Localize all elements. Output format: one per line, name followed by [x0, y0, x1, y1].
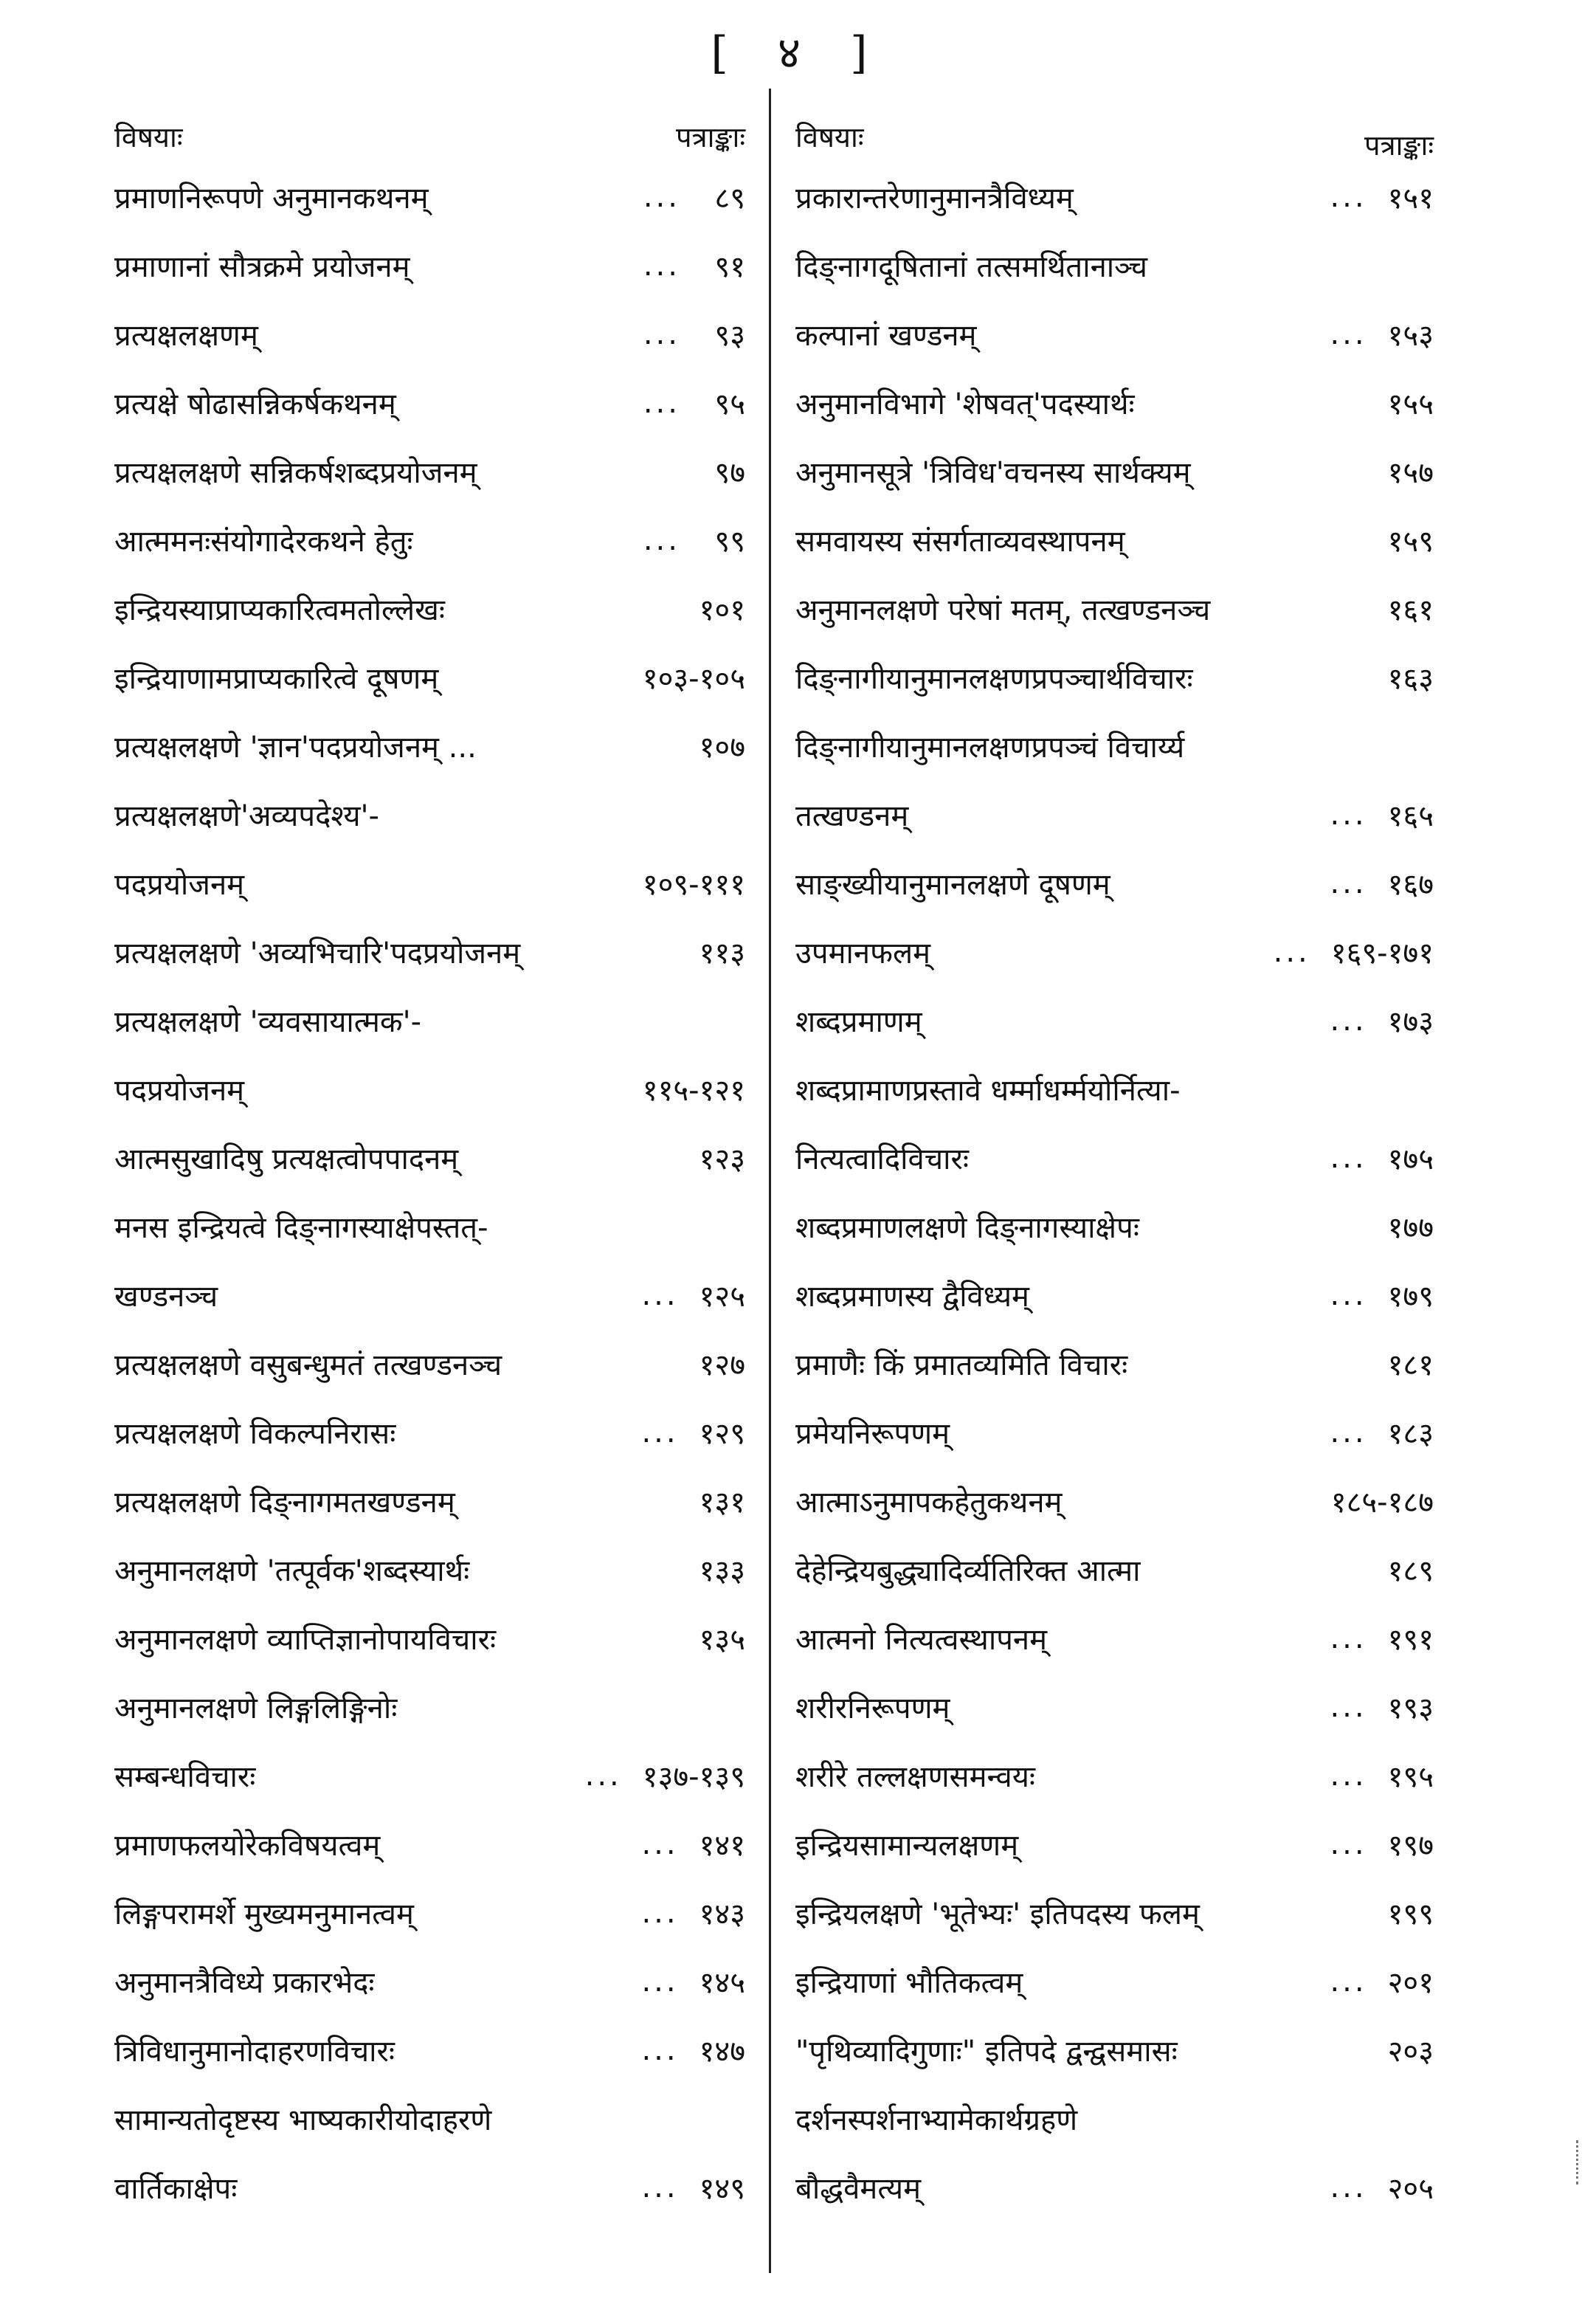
margin-mark	[1576, 2140, 1583, 2184]
entry-page-number: १५५	[1387, 387, 1434, 421]
toc-entry	[795, 1878, 1434, 1947]
page-number: [ ४ ]	[711, 27, 885, 79]
entry-title: इन्द्रियाणामप्राप्यकारित्वे दूषणम्	[114, 662, 439, 696]
entry-page-number: १४५	[699, 1966, 745, 2000]
entry-page-number: १२९	[699, 1417, 745, 1451]
entry-title: प्रत्यक्षलक्षणे सन्निकर्षशब्दप्रयोजनम्	[114, 456, 477, 490]
leader-dots: ...	[1273, 934, 1310, 969]
toc-entry	[114, 300, 745, 368]
toc-entry	[114, 1055, 745, 1123]
toc-entry	[795, 2084, 1434, 2153]
entry-page-number: १५१	[1387, 182, 1434, 215]
toc-entry	[114, 162, 745, 231]
entry-title: इन्द्रियाणां भौतिकत्वम्	[795, 1966, 1023, 2000]
entry-title: अनुमानसूत्रे 'त्रिविध'वचनस्य सार्थक्यम्	[795, 456, 1191, 490]
toc-entry	[795, 231, 1434, 300]
entry-title: अनुमानत्रैविध्ये प्रकारभेदः	[114, 1966, 375, 2000]
toc-entry	[114, 1672, 745, 1741]
leader-dots: ...	[1330, 1415, 1367, 1449]
toc-entry	[114, 231, 745, 300]
entry-title: समवायस्य संसर्गताव्यवस्थापनम्	[795, 525, 1125, 559]
entry-title: इन्द्रियस्याप्राप्यकारित्वमतोल्लेखः	[114, 593, 445, 627]
entry-page-number: १७९	[1387, 1280, 1434, 1314]
entry-page-number: १६५	[1387, 799, 1434, 833]
toc-entry	[114, 1878, 745, 1947]
toc-entry	[114, 643, 745, 711]
leader-dots: ...	[1330, 1621, 1367, 1655]
entry-page-number: १३३	[699, 1554, 745, 1588]
entry-page-number: १३७-१३९	[642, 1760, 745, 1794]
column-divider	[769, 89, 771, 2273]
toc-entry	[795, 1123, 1434, 1192]
toc-entry	[795, 986, 1434, 1055]
toc-entry	[114, 986, 745, 1055]
entry-page-number: १४१	[699, 1829, 745, 1863]
entry-page-number: ११३	[699, 937, 745, 970]
toc-entry	[795, 1261, 1434, 1329]
toc-entry	[114, 849, 745, 917]
entry-title: दिङ्नागीयानुमानलक्षणप्रपञ्चं विचार्य्य	[795, 731, 1185, 765]
entry-title: कल्पानां खण्डनम्	[795, 319, 977, 353]
entry-page-number: १४७	[699, 2035, 745, 2069]
entry-title: प्रत्यक्षलक्षणम्	[114, 319, 258, 353]
toc-entry	[795, 2153, 1434, 2221]
entry-title: देहेन्द्रियबुद्ध्यादिर्व्यतिरिक्त आत्मा	[795, 1554, 1141, 1588]
toc-column-right	[795, 111, 1434, 2221]
entry-title: अनुमानविभागे 'शेषवत्'पदस्यार्थः	[795, 387, 1135, 421]
leader-dots: ...	[1330, 317, 1367, 351]
entry-page-number: १९५	[1387, 1760, 1434, 1794]
entry-title: अनुमानलक्षणे लिङ्गलिङ्गिनोः	[114, 1692, 398, 1725]
toc-entry	[114, 506, 745, 574]
entry-title: वार्तिकाक्षेपः	[114, 2172, 238, 2206]
toc-entry	[795, 437, 1434, 506]
entry-page-number: १५९	[1387, 525, 1434, 559]
toc-entry	[114, 1604, 745, 1672]
entry-page-number: १०३-१०५	[642, 662, 745, 696]
entry-title: शरीरनिरूपणम्	[795, 1692, 950, 1725]
entry-page-number: १०७	[699, 731, 745, 765]
leader-dots: ...	[641, 1895, 679, 1930]
entry-title: शब्दप्रमाणस्य द्वैविध्यम्	[795, 1280, 1029, 1314]
entry-page-number: १०९-१११	[642, 868, 745, 902]
leader-dots: ...	[1330, 1758, 1367, 1793]
leader-dots: ...	[1330, 866, 1367, 900]
entry-title: लिङ्गपरामर्शे मुख्यमनुमानत्वम्	[114, 1897, 414, 1931]
entry-title: प्रत्यक्षलक्षणे 'ज्ञान'पदप्रयोजनम् ...	[114, 731, 477, 765]
page-heading: पत्राङ्काः	[1364, 129, 1434, 162]
entry-page-number: १४९	[699, 2172, 745, 2206]
leader-dots: ...	[1330, 797, 1367, 832]
entry-page-number: १२७	[699, 1348, 745, 1382]
entry-page-number: १८३	[1387, 1417, 1434, 1451]
entry-title: प्रत्यक्षलक्षणे 'अव्यभिचारि'पदप्रयोजनम्	[114, 937, 521, 970]
toc-entry	[114, 2084, 745, 2153]
entry-page-number: १०१	[699, 593, 745, 627]
entry-title: आत्मनो नित्यत्वस्थापनम्	[795, 1623, 1048, 1657]
leader-dots: ...	[643, 248, 680, 283]
entry-title: बौद्धवैमत्यम्	[795, 2172, 922, 2206]
entry-page-number: ९७	[714, 456, 745, 490]
entry-title: त्रिविधानुमानोदाहरणविचारः	[114, 2035, 395, 2069]
subject-heading: विषयाः	[114, 121, 183, 154]
entry-title: "पृथिव्यादिगुणाः" इतिपदे द्वन्द्वसमासः	[795, 2035, 1178, 2069]
entry-title: खण्डनञ्च	[114, 1280, 218, 1314]
toc-entry	[795, 1466, 1434, 1535]
entry-title: दिङ्नागीयानुमानलक्षणप्रपञ्चार्थविचारः	[795, 662, 1193, 696]
entry-page-number: ९३	[714, 319, 745, 353]
toc-entry	[114, 711, 745, 780]
entry-page-number: २०३	[1387, 2035, 1434, 2069]
entry-page-number: २०५	[1387, 2172, 1434, 2206]
toc-entry	[795, 1192, 1434, 1261]
entry-page-number: १२३	[699, 1142, 745, 1176]
entry-page-number: १८१	[1387, 1348, 1434, 1382]
leader-dots: ...	[1330, 1964, 1367, 1999]
toc-entry	[795, 1810, 1434, 1878]
column-header	[795, 111, 1434, 162]
entry-title: शब्दप्रमाणलक्षणे दिङ्नागस्याक्षेपः	[795, 1211, 1139, 1245]
entry-page-number: ८९	[714, 182, 745, 215]
entry-page-number: १७५	[1387, 1142, 1434, 1176]
entry-page-number: १५३	[1387, 319, 1434, 353]
entry-page-number: १६१	[1387, 593, 1434, 627]
entry-title: आत्मसुखादिषु प्रत्यक्षत्वोपपादनम्	[114, 1142, 459, 1176]
entry-page-number: १९१	[1387, 1623, 1434, 1657]
entry-title: मनस इन्द्रियत्वे दिङ्नागस्याक्षेपस्तत्-	[114, 1211, 488, 1245]
toc-entry	[795, 1398, 1434, 1466]
entry-title: शब्दप्रामाणप्रस्तावे धर्म्माधर्म्मयोर्नित्या-	[795, 1074, 1181, 1108]
entry-title: इन्द्रियसामान्यलक्षणम्	[795, 1829, 1019, 1863]
toc-entry	[114, 437, 745, 506]
entry-title: प्रमाणैः किं प्रमातव्यमिति विचारः	[795, 1348, 1128, 1382]
entry-title: पदप्रयोजनम्	[114, 1074, 245, 1108]
leader-dots: ...	[643, 523, 680, 557]
toc-entry	[114, 917, 745, 986]
toc-entry	[114, 1535, 745, 1604]
entry-page-number: १२५	[699, 1280, 745, 1314]
leader-dots: ...	[641, 1827, 679, 1861]
entry-page-number: १७३	[1387, 1005, 1434, 1039]
entry-title: नित्यत्वादिविचारः	[795, 1142, 969, 1176]
leader-dots: ...	[1330, 1689, 1367, 1724]
entry-title: अनुमानलक्षणे परेषां मतम्, तत्खण्डनञ्च	[795, 593, 1211, 627]
subject-heading: विषयाः	[795, 121, 864, 154]
entry-page-number: २०१	[1387, 1966, 1434, 2000]
entry-title: इन्द्रियलक्षणे 'भूतेभ्यः' इतिपदस्य फलम्	[795, 1897, 1200, 1931]
leader-dots: ...	[641, 2170, 679, 2204]
toc-entry	[114, 1329, 745, 1398]
entry-page-number: १७७	[1387, 1211, 1434, 1245]
entry-page-number: १३१	[699, 1486, 745, 1520]
column-header	[114, 111, 745, 162]
toc-entry	[795, 162, 1434, 231]
toc-entry	[795, 368, 1434, 437]
leader-dots: ...	[643, 317, 680, 351]
leader-dots: ...	[643, 385, 680, 420]
entry-title: प्रत्यक्षलक्षणे वसुबन्धुमतं तत्खण्डनञ्च	[114, 1348, 502, 1382]
entry-title: उपमानफलम्	[795, 937, 930, 970]
leader-dots: ...	[1330, 1277, 1367, 1312]
leader-dots: ...	[1330, 1140, 1367, 1175]
entry-title: साङ्ख्यीयानुमानलक्षणे दूषणम्	[795, 868, 1110, 902]
entry-title: प्रमाणफलयोरेकविषयत्वम्	[114, 1829, 381, 1863]
entry-page-number: १९९	[1387, 1897, 1434, 1931]
entry-title: प्रत्यक्षलक्षणे 'व्यवसायात्मक'-	[114, 1005, 422, 1039]
toc-entry	[795, 300, 1434, 368]
entry-title: शरीरे तल्लक्षणसमन्वयः	[795, 1760, 1035, 1794]
toc-entry	[114, 1810, 745, 1878]
leader-dots: ...	[1330, 1827, 1367, 1861]
toc-entry	[795, 1055, 1434, 1123]
entry-title: प्रत्यक्षे षोढासन्निकर्षकथनम्	[114, 387, 396, 421]
toc-entry	[114, 2153, 745, 2221]
toc-entry	[795, 780, 1434, 849]
toc-entry	[114, 1192, 745, 1261]
toc-entry	[114, 1741, 745, 1810]
entry-page-number: ९९	[714, 525, 745, 559]
entry-title: आत्माऽनुमापकहेतुकथनम्	[795, 1486, 1063, 1520]
entry-title: दिङ्नागदूषितानां तत्समर्थितानाञ्च	[795, 250, 1148, 284]
toc-entry	[114, 1123, 745, 1192]
entry-title: प्रत्यक्षलक्षणे'अव्यपदेश्य'-	[114, 799, 379, 833]
toc-entry	[795, 1741, 1434, 1810]
toc-entry	[795, 1947, 1434, 2015]
entry-title: प्रत्यक्षलक्षणे विकल्पनिरासः	[114, 1417, 396, 1451]
toc-entry	[114, 574, 745, 643]
toc-entry	[795, 643, 1434, 711]
toc-entry	[795, 849, 1434, 917]
leader-dots: ...	[1330, 179, 1367, 214]
toc-entry	[795, 2015, 1434, 2084]
leader-dots: ...	[643, 179, 680, 214]
toc-entry	[114, 780, 745, 849]
entry-title: शब्दप्रमाणम्	[795, 1005, 922, 1039]
entry-title: दर्शनस्पर्शनाभ्यामेकार्थग्रहणे	[795, 2103, 1078, 2137]
entry-page-number: ९१	[714, 250, 745, 284]
entry-page-number: १८५-१८७	[1330, 1486, 1434, 1520]
entry-title: अनुमानलक्षणे 'तत्पूर्वक'शब्दस्यार्थः	[114, 1554, 470, 1588]
toc-entry	[795, 711, 1434, 780]
leader-dots: ...	[1330, 1003, 1367, 1038]
toc-entry	[114, 1466, 745, 1535]
toc-entry	[795, 506, 1434, 574]
entry-title: प्रत्यक्षलक्षणे दिङ्नागमतखण्डनम्	[114, 1486, 455, 1520]
leader-dots: ...	[1330, 2170, 1367, 2204]
toc-column-left	[114, 111, 745, 2221]
toc-entry	[795, 1535, 1434, 1604]
entry-page-number: १३५	[699, 1623, 745, 1657]
entry-page-number: १६९-१७१	[1330, 937, 1434, 970]
entry-title: पदप्रयोजनम्	[114, 868, 245, 902]
entry-title: प्रकारान्तरेणानुमानत्रैविध्यम्	[795, 182, 1074, 215]
leader-dots: ...	[641, 1415, 679, 1449]
entry-title: अनुमानलक्षणे व्याप्तिज्ञानोपायविचारः	[114, 1623, 497, 1657]
entry-page-number: १९७	[1387, 1829, 1434, 1863]
toc-entry	[114, 1947, 745, 2015]
toc-entry	[795, 1672, 1434, 1741]
entry-title: सम्बन्धविचारः	[114, 1760, 256, 1794]
entry-page-number: १८९	[1387, 1554, 1434, 1588]
leader-dots: ...	[641, 2032, 679, 2067]
entry-title: प्रमेयनिरूपणम्	[795, 1417, 950, 1451]
entry-page-number: १९३	[1387, 1692, 1434, 1725]
toc-entry	[114, 1398, 745, 1466]
toc-entry	[114, 368, 745, 437]
entry-title: तत्खण्डनम्	[795, 799, 909, 833]
toc-entry	[795, 917, 1434, 986]
entry-page-number: ११५-१२१	[642, 1074, 745, 1108]
entry-page-number: १४३	[699, 1897, 745, 1931]
toc-entry	[795, 1604, 1434, 1672]
toc-entry	[114, 2015, 745, 2084]
entry-page-number: १६७	[1387, 868, 1434, 902]
entry-page-number: १५७	[1387, 456, 1434, 490]
entry-title: सामान्यतोदृष्टस्य भाष्यकारीयोदाहरणे	[114, 2103, 492, 2137]
leader-dots: ...	[641, 1277, 679, 1312]
toc-entry	[114, 1261, 745, 1329]
entry-page-number: १६३	[1387, 662, 1434, 696]
page-heading: पत्राङ्काः	[676, 121, 745, 154]
entry-page-number: ९५	[714, 387, 745, 421]
toc-entry	[795, 1329, 1434, 1398]
entry-title: प्रमाणनिरूपणे अनुमानकथनम्	[114, 182, 429, 215]
entry-title: प्रमाणानां सौत्रक्रमे प्रयोजनम्	[114, 250, 410, 284]
leader-dots: ...	[641, 1964, 679, 1999]
entry-title: आत्ममनःसंयोगादेरकथने हेतुः	[114, 525, 413, 559]
leader-dots: ...	[584, 1758, 622, 1793]
toc-entry	[795, 574, 1434, 643]
